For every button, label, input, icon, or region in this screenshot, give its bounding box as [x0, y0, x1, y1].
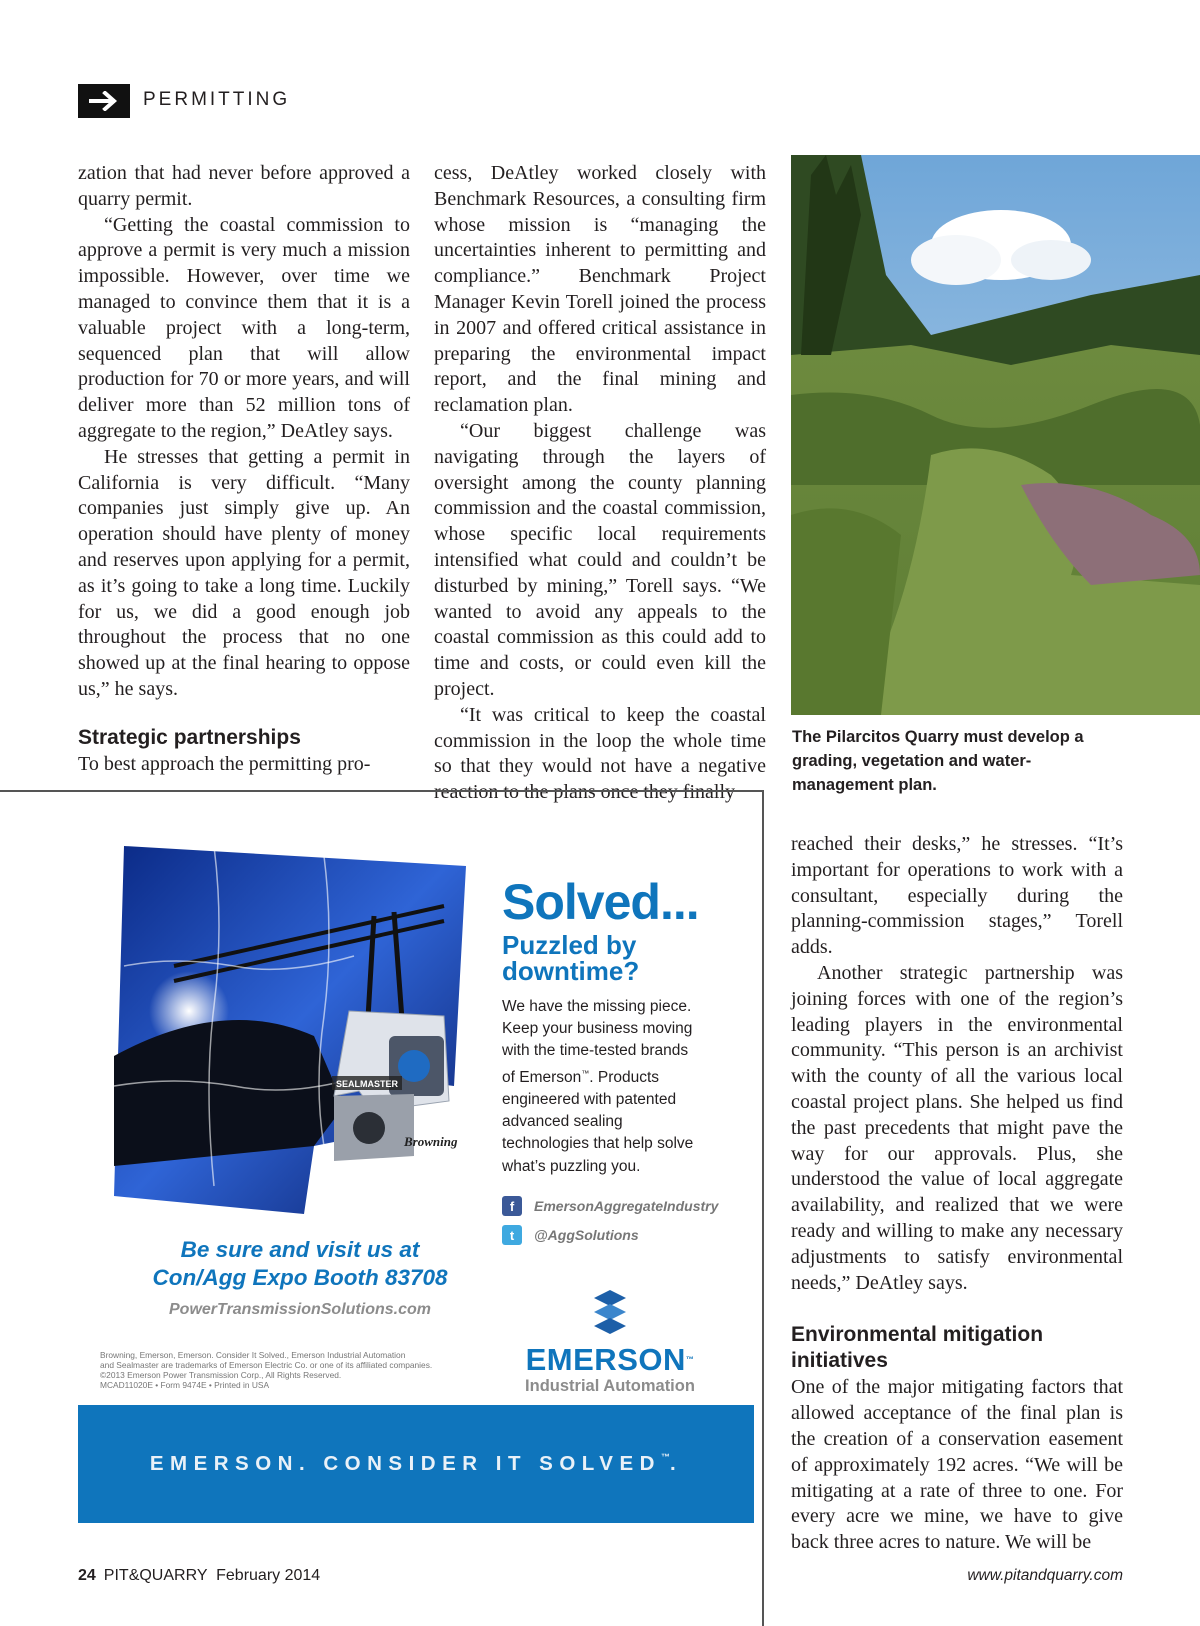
browning-product-label: Browning — [404, 1134, 458, 1149]
tagline-period: . — [669, 1452, 683, 1475]
ad-body-copy — [502, 996, 702, 1178]
page-number: 24 — [78, 1567, 96, 1584]
paragraph: reached their desks,” he stresses. “It’s important for operations to work with a consultant, especially during the planning-commission stages,” Torell adds. — [791, 833, 1123, 959]
legal-line: MCAD11020E • Form 9474E • Printed in USA — [100, 1380, 270, 1390]
twitter-handle: @AggSolutions — [534, 1227, 639, 1243]
paragraph: zation that had never before approved a quarry permit. — [78, 162, 410, 210]
emerson-emblem-icon — [592, 1290, 628, 1334]
trademark-mark: ™ — [581, 1068, 590, 1078]
page-folio — [78, 1567, 320, 1585]
ad-subheadline: Puzzled by downtime? — [502, 930, 640, 986]
quarry-landscape-photo — [791, 155, 1200, 715]
article-column-1 — [78, 161, 410, 778]
sealmaster-product-label: SEALMASTER — [336, 1079, 399, 1089]
article-column-2 — [434, 161, 766, 806]
section-label: PERMITTING — [143, 89, 291, 110]
facebook-link[interactable] — [502, 1196, 718, 1216]
trademark-mark: ™ — [685, 1355, 695, 1364]
ad-tagline-band — [78, 1405, 754, 1523]
legal-line: and Sealmaster are trademarks of Emerson Electric Co. or one of its affiliated companies. — [100, 1360, 433, 1370]
legal-line: ©2013 Emerson Power Transmission Corp., All Rights Reserved. — [100, 1370, 342, 1380]
paragraph: cess, DeAtley worked closely with Benchmark Resources, a consulting firm whose mission is “managing the uncertainties inherent to permitting and compliance.” Benchmark Project Manager Kevin Torell joined the process in 2007 and offered critical assistance in preparing the environmental impact report, and the final mining and reclamation plan. — [434, 162, 766, 417]
twitter-icon: t — [502, 1225, 522, 1245]
paragraph: “Getting the coastal commission to approve a permit is very much a mission impossible. However, over time we managed to convince them that it is a valuable project with a long-term, sequenced plan that will allow production for 70 or more years, and will deliver more than 52 million tons of aggregate to the region,” DeAtley says. — [78, 213, 410, 442]
ad-legal-text — [100, 1350, 480, 1390]
emerson-logo — [515, 1290, 705, 1396]
paragraph: Another strategic partnership was joining forces with one of the region’s leading players in the environmental community. “This person is an archivist with the county of all the various local coastal project plans. She helped us find the past precedents that might pave the way for our approvals. Plus, she understood the value of local aggregate availability, and realized that we were ready and willing to make any necessary adjustments to satisfy environmental needs,” DeAtley says. — [791, 961, 1123, 1294]
article-column-3 — [791, 832, 1123, 1556]
trademark-mark: ™ — [660, 1452, 670, 1462]
paragraph: “Our biggest challenge was navigating through the layers of oversight among the county planning commission and the coastal commission, whose specific local requirements intensified what could and couldn’t be disturbed by mining,” Torell says. “We wanted to avoid any appeals to the coastal commission as this could add to time and costs, or could even kill the project. — [434, 419, 766, 700]
section-arrow-icon — [78, 84, 130, 118]
publication-date: PIT&QUARRY February 2014 — [103, 1567, 321, 1584]
subhead-environmental-mitigation: Environmental mitigation initiatives — [791, 1323, 1044, 1373]
ad-body-text: . Products engineered with patented advanced sealing technologies that help solve what’s puzzling you. — [502, 1068, 694, 1175]
paragraph: “It was critical to keep the coastal commission in the loop the whole time so that they would not have a negative reaction to the plans once they finally — [434, 703, 766, 804]
emerson-wordmark: EMERSON — [525, 1342, 686, 1377]
subhead-strategic-partnerships: Strategic partnerships — [78, 725, 301, 749]
puzzle-illustration — [114, 846, 466, 1214]
website-url[interactable]: www.pitandquarry.com — [967, 1567, 1123, 1584]
expo-invitation — [140, 1236, 460, 1292]
paragraph: One of the major mitigating factors that allowed acceptance of the final plan is the creation of a conservation easement of approximately 192 acres. “We will be mitigating at a rate of three to one. For every acre we mine, we have to give back three acres to nature. We will be — [791, 1376, 1123, 1554]
expo-line-2: Con/Agg Expo Booth 83708 — [152, 1265, 448, 1290]
ad-headline: Solved... — [502, 874, 699, 930]
facebook-icon: f — [502, 1196, 522, 1216]
ad-body-text: We have the missing piece. Keep your business moving with the time-tested brands of Emerson — [502, 998, 693, 1086]
ad-tagline: EMERSON. CONSIDER IT SOLVED — [149, 1452, 661, 1475]
paragraph: He stresses that getting a permit in California is very difficult. “Many companies just simply give up. An operation should have plenty of money and reserves upon applying for a permit, as it’s going to take a long time. Luckily for us, we did a good enough job throughout the process that no one showed up at the final hearing to oppose us,” he says. — [78, 445, 410, 700]
twitter-link[interactable] — [502, 1225, 639, 1245]
facebook-handle: EmersonAggregateIndustry — [534, 1198, 719, 1214]
legal-line: Browning, Emerson, Emerson. Consider It Solved., Emerson Industrial Automation — [100, 1350, 406, 1360]
photo-caption: The Pilarcitos Quarry must develop a grading, vegetation and water-management plan. — [792, 728, 1084, 794]
ad-website-link[interactable]: PowerTransmissionSolutions.com — [169, 1301, 431, 1318]
paragraph: To best approach the permitting pro- — [78, 752, 371, 775]
emerson-division: Industrial Automation — [525, 1377, 695, 1395]
expo-line-1: Be sure and visit us at — [180, 1237, 420, 1262]
